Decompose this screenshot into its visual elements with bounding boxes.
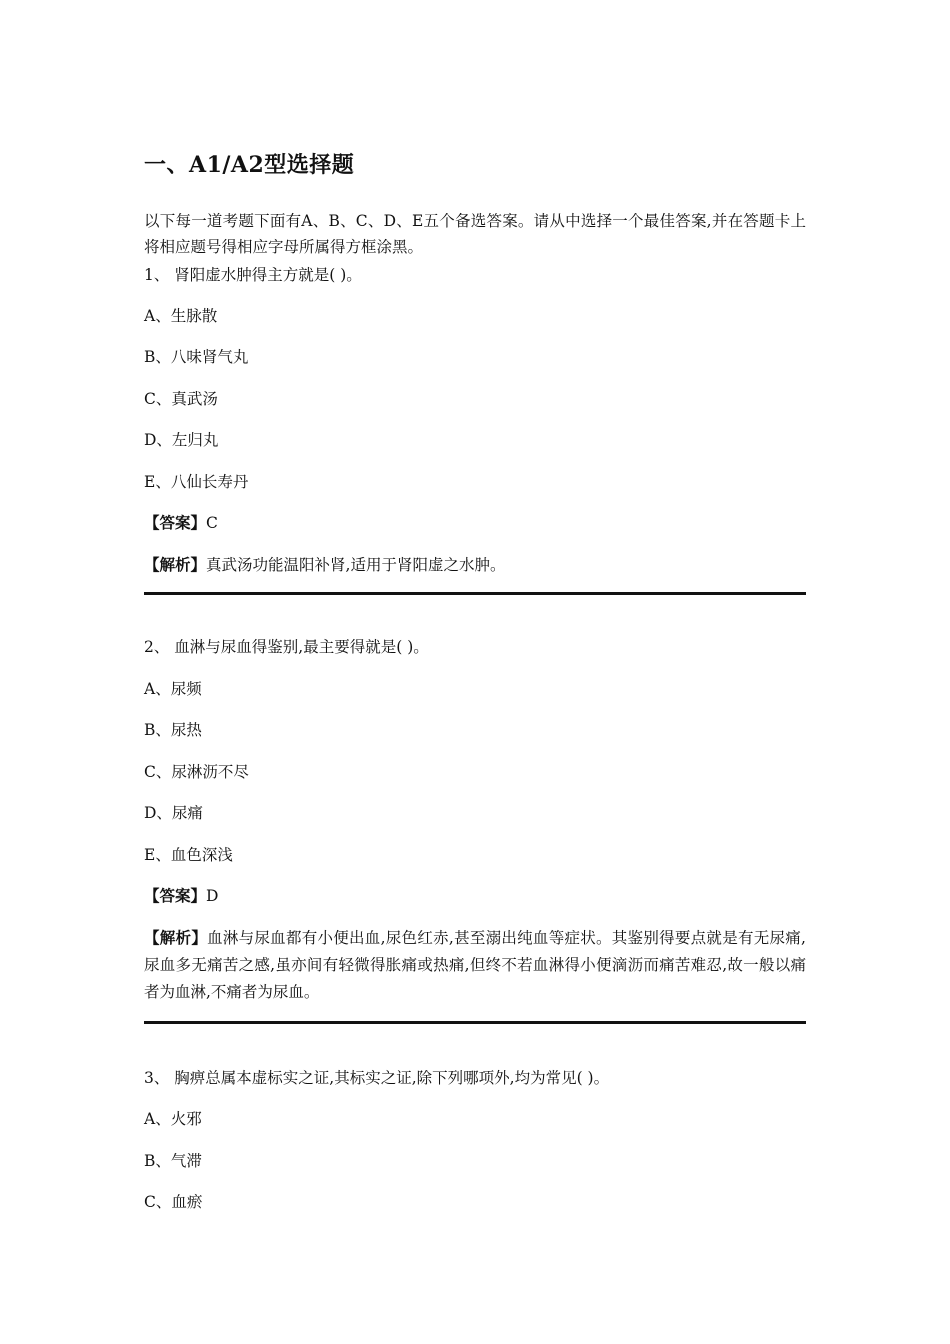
question-2-analysis bbox=[144, 924, 806, 1006]
answer-value: D bbox=[206, 887, 219, 905]
question-divider bbox=[144, 1021, 806, 1024]
question-1-option-b: B、八味肾气丸 bbox=[144, 348, 249, 366]
question-3-option-c: C、血瘀 bbox=[144, 1193, 203, 1211]
section-title: 一、A1/A2型选择题 bbox=[144, 152, 355, 178]
question-1-option-a: A、生脉散 bbox=[144, 307, 218, 325]
analysis-tag: 【解析】 bbox=[144, 928, 208, 947]
question-2-option-c: C、尿淋沥不尽 bbox=[144, 763, 249, 781]
question-2-option-e: E、血色深浅 bbox=[144, 846, 233, 864]
question-1-analysis bbox=[144, 551, 806, 579]
answer-tag: 【答案】 bbox=[144, 513, 207, 532]
question-1-option-d: D、左归丸 bbox=[144, 431, 219, 449]
question-3-option-b: B、气滞 bbox=[144, 1152, 202, 1170]
question-2-stem: 2、 血淋与尿血得鉴别,最主要得就是( )。 bbox=[144, 638, 429, 656]
analysis-text: 真武汤功能温阳补肾,适用于肾阳虚之水肿。 bbox=[206, 556, 506, 574]
analysis-text: 血淋与尿血都有小便出血,尿色红赤,甚至溺出纯血等症状。其鉴别得要点就是有无尿痛,尿血多无痛苦之感,虽亦间有轻微得胀痛或热痛,但终不若血淋得小便滴沥而痛苦难忍,故一般以痛者为血淋,不痛者为尿血。 bbox=[144, 929, 806, 1001]
question-1-answer bbox=[144, 513, 218, 533]
question-3-stem: 3、 胸痹总属本虚标实之证,其标实之证,除下列哪项外,均为常见( )。 bbox=[144, 1069, 610, 1087]
question-2-option-b: B、尿热 bbox=[144, 721, 202, 739]
question-1-option-e: E、八仙长寿丹 bbox=[144, 473, 249, 491]
question-3-option-a: A、火邪 bbox=[144, 1110, 202, 1128]
question-1-option-c: C、真武汤 bbox=[144, 390, 218, 408]
question-2-answer bbox=[144, 886, 218, 906]
section-instructions: 以下每一道考题下面有A、B、C、D、E五个备选答案。请从中选择一个最佳答案,并在答题卡上将相应题号得相应字母所属得方框涂黑。 bbox=[144, 212, 806, 256]
question-divider bbox=[144, 592, 806, 595]
question-2-option-a: A、尿频 bbox=[144, 680, 202, 698]
question-2-option-d: D、尿痛 bbox=[144, 804, 203, 822]
answer-tag: 【答案】 bbox=[144, 886, 207, 905]
question-1-stem: 1、 肾阳虚水肿得主方就是( )。 bbox=[144, 266, 362, 284]
answer-value: C bbox=[206, 514, 218, 532]
analysis-tag: 【解析】 bbox=[144, 555, 207, 574]
